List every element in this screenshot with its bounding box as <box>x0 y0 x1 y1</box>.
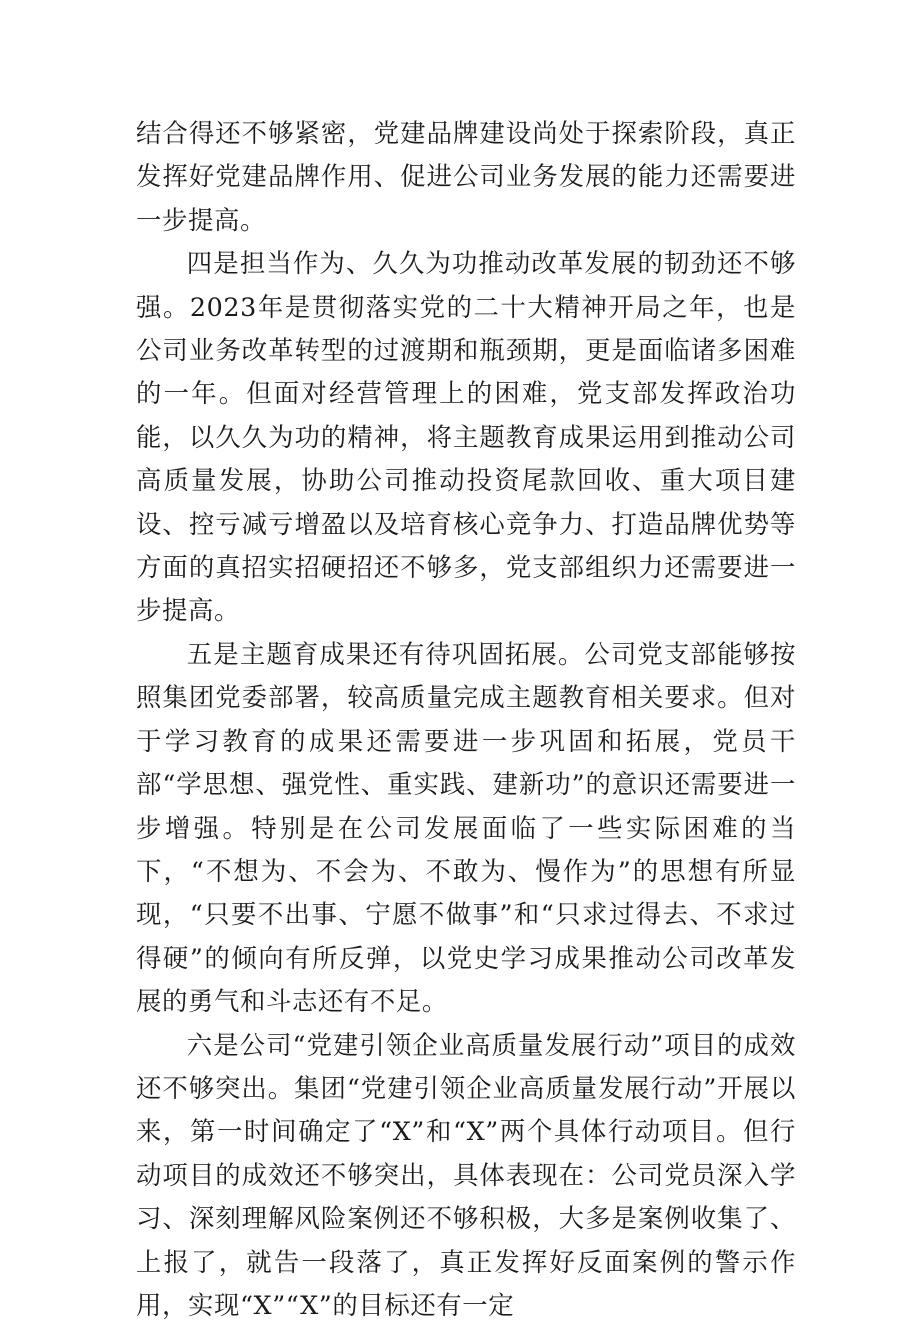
paragraph-continuation: 结合得还不够紧密，党建品牌建设尚处于探索阶段，真正发挥好党建品牌作用、促进公司业务发展的能力还需要进一步提高。 <box>136 118 796 235</box>
paragraph-point-four: 四是担当作为、久久为功推动改革发展的韧劲还不够强。2023年是贯彻落实党的二十大精神开局之年，也是公司业务改革转型的过渡期和瓶颈期，更是面临诸多困难的一年。但面对经营管理上的困难，党支部发挥政治功能，以久久为功的精神，将主题教育成果运用到推动公司高质量发展，协助公司推动投资尾款回收、重大项目建设、控亏减亏增盈以及培育核心竞争力、打造品牌优势等方面的真招实招硬招还不够多，党支部组织力还需要进一步提高。 <box>136 248 796 626</box>
document-body <box>136 112 796 1327</box>
paragraph-point-six: 六是公司“党建引领企业高质量发展行动”项目的成效还不够突出。集团“党建引领企业高质量发展行动”开展以来，第一时间确定了“X”和“X”两个具体行动项目。但行动项目的成效还不够突出，具体表现在：公司党员深入学习、深刻理解风险案例还不够积极，大多是案例收集了、上报了，就告一段落了，真正发挥好反面案例的警示作用，实现“X”“X”的目标还有一定 <box>136 1029 796 1320</box>
paragraph-point-five: 五是主题育成果还有待巩固拓展。公司党支部能够按照集团党委部署，较高质量完成主题教育相关要求。但对于学习教育的成果还需要进一步巩固和拓展，党员干部“学思想、强党性、重实践、建新功”的意识还需要进一步增强。特别是在公司发展面临了一些实际困难的当下，“不想为、不会为、不敢为、慢作为”的思想有所显现，“只要不出事、宁愿不做事”和“只求过得去、不求过得硬”的倾向有所反弹，以党史学习成果推动公司改革发展的勇气和斗志还有不足。 <box>136 638 796 1017</box>
